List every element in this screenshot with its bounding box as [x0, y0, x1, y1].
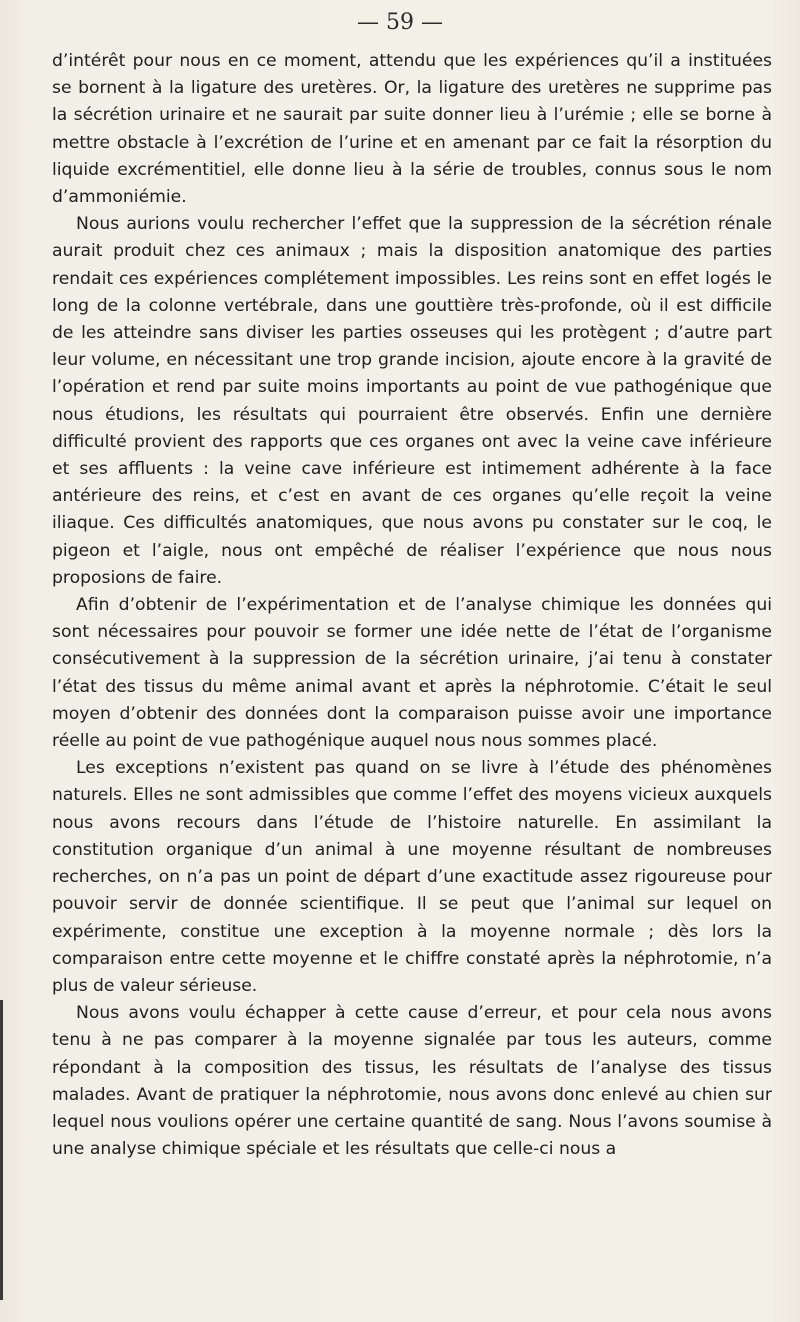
binding-edge-mark [0, 1000, 3, 1300]
paragraph: d’intérêt pour nous en ce moment, attendu que les expériences qu’il a instituées se bornent à la ligature des uretères. Or, la ligature des uretères ne supprime pas la sécrétion urinaire et ne saurait par suite donner lieu à l’urémie ; elle se borne à mettre obstacle à l’excrétion de l’urine et en amenant par ce fait la résorption du liquide excrémentitiel, elle donne lieu à la série de troubles, connus sous le nom d’ammoniémie. [52, 51, 772, 208]
page-number: — 59 — [357, 10, 443, 35]
paragraph: Afin d’obtenir de l’expérimentation et de l’analyse chimique les données qui sont nécessaires pour pouvoir se former une idée nette de l’état de l’organisme consécutivement à la suppression de la sécrétion urinaire, j’ai tenu à constater l’état des tissus du même animal avant et après la néphrotomie. C’était le seul moyen d’obtenir des données dont la comparaison puisse avoir une importance réelle au point de vue pathogénique auquel nous nous sommes placé. [52, 595, 772, 752]
body-text [52, 48, 772, 1163]
paragraph: Nous avons voulu échapper à cette cause d’erreur, et pour cela nous avons tenu à ne pas comparer à la moyenne signalée par tous les auteurs, comme répondant à la composition des tissus, les résultats de l’analyse des tissus malades. Avant de pratiquer la néphrotomie, nous avons donc enlevé au chien sur lequel nous voulions opérer une certaine quantité de sang. Nous l’avons soumise à une analyse chimique spéciale et les résultats que celle-ci nous a [52, 1003, 772, 1160]
paragraph: Les exceptions n’existent pas quand on se livre à l’étude des phénomènes naturels. Elles ne sont admissibles que comme l’effet des moyens vicieux auxquels nous avons recours dans l’étude de l’histoire naturelle. En assimilant la constitution organique d’un animal à une moyenne résultant de nombreuses recherches, on n’a pas un point de départ d’une exactitude assez rigoureuse pour pouvoir servir de donnée scientifique. Il se peut que l’animal sur lequel on expérimente, constitue une exception à la moyenne normale ; dès lors la comparaison entre cette moyenne et le chiffre constaté après la néphrotomie, n’a plus de valeur sérieuse. [52, 758, 772, 996]
paragraph: Nous aurions voulu rechercher l’effet que la suppression de la sécrétion rénale aurait produit chez ces animaux ; mais la disposition anatomique des parties rendait ces expériences complétement impossibles. Les reins sont en effet logés le long de la colonne vertébrale, dans une gouttière très-profonde, où il est difficile de les atteindre sans diviser les parties osseuses qui les protègent ; d’autre part leur volume, en nécessitant une trop grande incision, ajoute encore à la gravité de l’opération et rend par suite moins importants au point de vue pathogénique que nous étudions, les résultats qui pourraient être observés. Enfin une dernière difficulté provient des rapports que ces organes ont avec la veine cave inférieure et ses affluents : la veine cave inférieure est intimement adhérente à la face antérieure des reins, et c’est en avant de ces organes qu’elle reçoit la veine iliaque. Ces difficultés anatomiques, que nous avons pu constater sur le coq, le pigeon et l’aigle, nous ont empêché de réaliser l’expérience que nous nous proposions de faire. [52, 214, 772, 588]
